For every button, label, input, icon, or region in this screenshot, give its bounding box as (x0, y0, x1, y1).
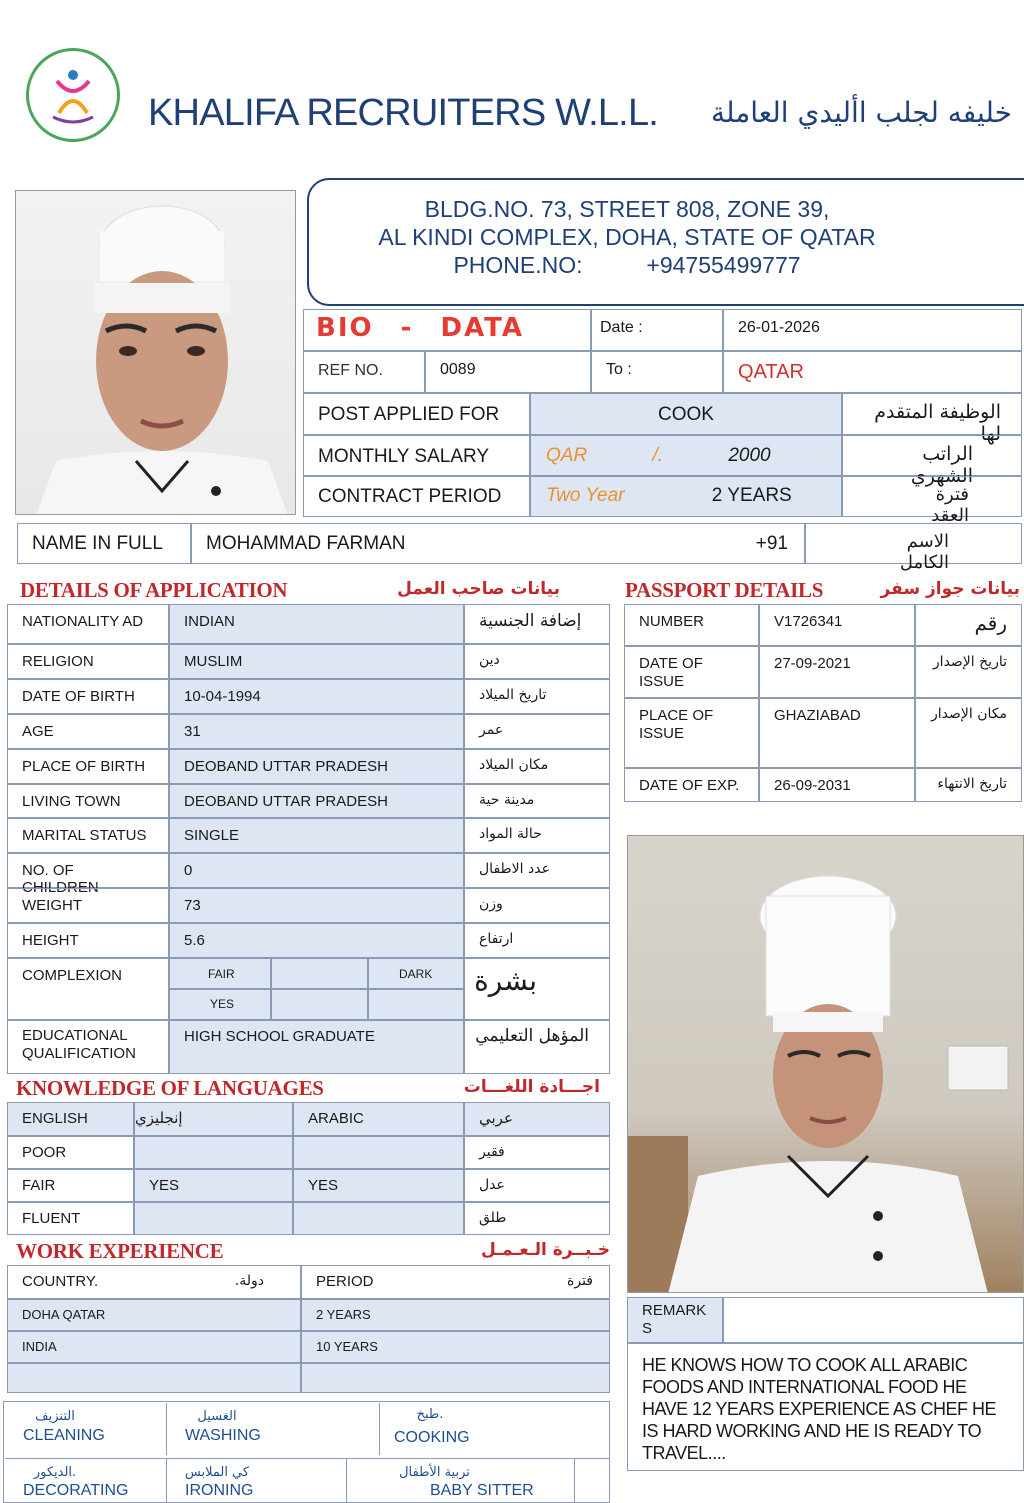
skill-english: BABY SITTER (430, 1482, 534, 1499)
skill-arabic: كي الملابس (184, 1465, 250, 1480)
languages-section-title-arabic: اجـــادة اللغـــات (463, 1077, 600, 1097)
remarks-empty (723, 1297, 1024, 1343)
passport-section-title: PASSPORT DETAILS (625, 578, 824, 602)
salary-amount: 2000 (728, 445, 771, 466)
address-line-2: AL KINDI COMPLEX, DOHA, STATE OF QATAR (378, 224, 876, 250)
application-top-rule (7, 602, 610, 604)
complexion-yes: YES (169, 989, 271, 1020)
application-row-arabic: ارتفاع (464, 923, 610, 958)
passport-row-arabic: تاريخ الإصدار (915, 646, 1022, 698)
education-value: HIGH SCHOOL GRADUATE (169, 1020, 464, 1074)
application-row-arabic: وزن (464, 888, 610, 923)
application-row-arabic: مدينة حية (464, 784, 610, 818)
application-row-value: DEOBAND UTTAR PRADESH (169, 784, 464, 818)
language-arabic-value (293, 1136, 464, 1169)
applicant-portrait-photo (15, 190, 296, 515)
remarks-label: REMARKS (627, 1297, 723, 1343)
salary-separator: /. (652, 445, 664, 466)
post-arabic: الوظيفة المتقدم لها (842, 393, 1022, 435)
skill-english: COOKING (394, 1429, 470, 1446)
skill-item (380, 1403, 610, 1455)
work-section-title-arabic: خـبــرة الـعـمـل (481, 1240, 610, 1260)
to-value: QATAR (723, 351, 1022, 393)
application-row-label: NATIONALITY AD (7, 604, 169, 644)
company-logo (26, 48, 120, 142)
work-period: 10 YEARS (301, 1331, 610, 1363)
company-name-arabic: خليفه لجلب األيدي العاملة (710, 96, 1012, 129)
skill-english: DECORATING (23, 1482, 129, 1499)
language-level: POOR (7, 1136, 134, 1169)
date-label: Date : (591, 309, 723, 351)
bio-data-title: BIO - DATA (303, 309, 591, 351)
application-row-label: PLACE OF BIRTH (7, 749, 169, 784)
language-level-arabic: عدل (464, 1169, 610, 1202)
application-row-value: 5.6 (169, 923, 464, 958)
application-row-arabic: حالة المواد (464, 818, 610, 853)
skill-arabic: الغسيل (197, 1409, 237, 1424)
passport-row-label: DATE OF EXP. (624, 768, 759, 802)
application-row-value: INDIAN (169, 604, 464, 644)
application-row-arabic: إضافة الجنسية (464, 604, 610, 644)
date-value: 26-01-2026 (723, 309, 1022, 351)
application-row-value: 10-04-1994 (169, 679, 464, 714)
passport-row-value: GHAZIABAD (759, 698, 915, 768)
contract-value-cell (530, 476, 842, 517)
passport-row-label: DATE OF ISSUE (624, 646, 759, 698)
application-row-label: DATE OF BIRTH (7, 679, 169, 714)
contract-label: CONTRACT PERIOD (303, 476, 530, 517)
language-level: FLUENT (7, 1202, 134, 1235)
skill-arabic: طبخ. (416, 1407, 444, 1422)
application-section-title-arabic: بيانات صاحب العمل (397, 579, 560, 599)
salary-currency: QAR (546, 445, 588, 466)
name-code: +91 (755, 533, 788, 554)
application-row-arabic: دين (464, 644, 610, 679)
complexion-label: COMPLEXION (7, 958, 169, 1020)
language-level: FAIR (7, 1169, 134, 1202)
skill-item (167, 1458, 347, 1503)
language-english-value (134, 1202, 293, 1235)
passport-row-label: PLACE OF ISSUE (624, 698, 759, 768)
skill-arabic: الديكور. (33, 1465, 77, 1480)
work-empty-country (7, 1363, 301, 1393)
salary-value-cell (530, 435, 842, 476)
language-english-value (134, 1136, 293, 1169)
application-section-title: DETAILS OF APPLICATION (20, 578, 288, 602)
application-row-arabic: مكان الميلاد (464, 749, 610, 784)
language-english-value: YES (134, 1169, 293, 1202)
work-period-header: PERIOD فترة (301, 1265, 610, 1299)
complexion-fair: FAIR (169, 958, 271, 989)
work-country-header: COUNTRY. دولة. (7, 1265, 301, 1299)
name-label: NAME IN FULL (17, 523, 191, 564)
education-label: EDUCATIONAL QUALIFICATION (7, 1020, 169, 1074)
contract-hint: Two Year (546, 485, 625, 506)
passport-row-value: 27-09-2021 (759, 646, 915, 698)
application-row-value: SINGLE (169, 818, 464, 853)
skill-item (347, 1458, 575, 1503)
name-value: MOHAMMAD FARMAN (206, 533, 406, 554)
education-arabic: المؤهل التعليمي (464, 1020, 610, 1074)
work-period: 2 YEARS (301, 1299, 610, 1331)
skill-item (167, 1403, 380, 1455)
address-line-1: BLDG.NO. 73, STREET 808, ZONE 39, (424, 196, 830, 222)
work-country: DOHA QATAR (7, 1299, 301, 1331)
application-row-value: MUSLIM (169, 644, 464, 679)
contract-arabic: فترة العقد (842, 476, 1022, 517)
skill-english: IRONING (185, 1482, 254, 1499)
skill-arabic: التنزيف (35, 1409, 75, 1424)
application-row-arabic: تاريخ الميلاد (464, 679, 610, 714)
lang-arabic: ARABIC (293, 1102, 464, 1136)
application-row-arabic: عدد الاطفال (464, 853, 610, 888)
complexion-middle (271, 958, 368, 989)
application-row-label: NO. OF CHILDREN (7, 853, 169, 888)
languages-section-title: KNOWLEDGE OF LANGUAGES (16, 1076, 324, 1100)
complexion-empty-3 (368, 989, 464, 1020)
applicant-chef-photo (627, 835, 1024, 1293)
skill-english: CLEANING (23, 1427, 105, 1444)
skill-english: WASHING (185, 1427, 261, 1444)
work-country: INDIA (7, 1331, 301, 1363)
skill-empty-cell (575, 1458, 610, 1503)
phone-value: +94755499777 (646, 252, 801, 278)
passport-row-value: 26-09-2031 (759, 768, 915, 802)
ref-value: 0089 (425, 351, 591, 393)
remarks-text: HE KNOWS HOW TO COOK ALL ARABIC FOODS AND INTERNATIONAL FOOD HE HAVE 12 YEARS EXPERIENCE AS CHEF HE IS HARD WORKING AND HE IS READY TO TRAVEL.... (627, 1343, 1024, 1471)
ref-label: REF NO. (303, 351, 425, 393)
language-level-arabic: طلق (464, 1202, 610, 1235)
language-arabic-value: YES (293, 1169, 464, 1202)
passport-row-arabic: رقم (915, 604, 1022, 646)
address-box (307, 178, 1024, 306)
work-section-title: WORK EXPERIENCE (16, 1239, 224, 1263)
work-empty-period (301, 1363, 610, 1393)
complexion-empty-2 (271, 989, 368, 1020)
application-row-value: 31 (169, 714, 464, 749)
application-row-value: 73 (169, 888, 464, 923)
application-row-label: AGE (7, 714, 169, 749)
post-value: COOK (530, 393, 842, 435)
passport-row-value: V1726341 (759, 604, 915, 646)
skill-arabic: تربية الأطفال (399, 1465, 470, 1480)
skill-item (5, 1403, 167, 1455)
contract-value: 2 YEARS (711, 485, 792, 506)
skill-item (5, 1458, 167, 1503)
passport-row-arabic: تاريخ الانتهاء (915, 768, 1022, 802)
salary-arabic: الراتب الشهري (842, 435, 1022, 476)
phone-label: PHONE.NO: (453, 252, 583, 278)
application-row-label: WEIGHT (7, 888, 169, 923)
lang-english-cell: ENGLISH (7, 1102, 134, 1136)
lang-arabic-arabic: عربي (464, 1102, 610, 1136)
application-row-label: HEIGHT (7, 923, 169, 958)
complexion-dark: DARK (368, 958, 464, 989)
language-arabic-value (293, 1202, 464, 1235)
company-name: KHALIFA RECRUITERS W.L.L. (148, 92, 659, 134)
phone-row (309, 251, 945, 279)
application-row-value: DEOBAND UTTAR PRADESH (169, 749, 464, 784)
passport-row-arabic: مكان الإصدار (915, 698, 1022, 768)
complexion-arabic: بشرة (464, 958, 610, 1020)
application-row-arabic: عمر (464, 714, 610, 749)
lang-english-arabic: إنجليزي (134, 1102, 293, 1136)
application-row-label: RELIGION (7, 644, 169, 679)
salary-label: MONTHLY SALARY (303, 435, 530, 476)
application-row-label: LIVING TOWN (7, 784, 169, 818)
passport-row-label: NUMBER (624, 604, 759, 646)
language-level-arabic: فقير (464, 1136, 610, 1169)
application-row-value: 0 (169, 853, 464, 888)
application-row-label: MARITAL STATUS (7, 818, 169, 853)
name-value-cell (191, 523, 805, 564)
name-arabic: الاسم الكامل (805, 523, 1022, 564)
to-label: To : (591, 351, 723, 393)
post-label: POST APPLIED FOR (303, 393, 530, 435)
passport-section-title-arabic: بيانات جواز سفر (880, 579, 1020, 599)
